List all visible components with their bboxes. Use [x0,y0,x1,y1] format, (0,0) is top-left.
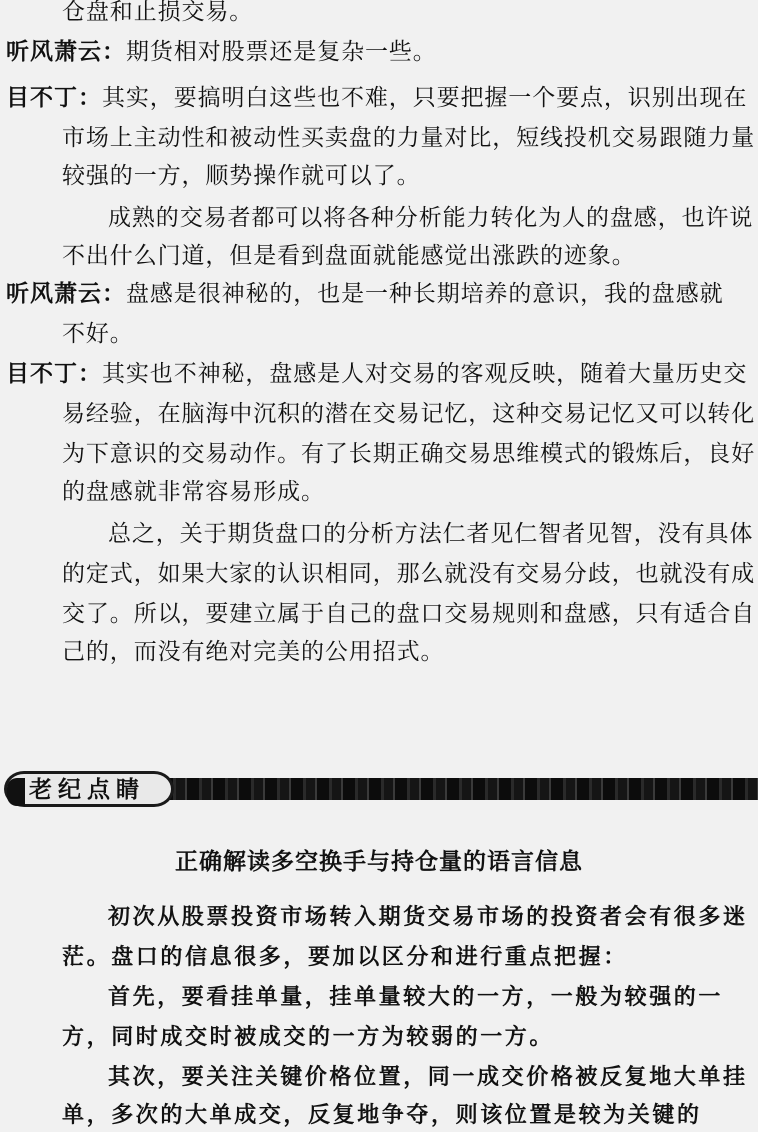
dialogue-text: 的定式，如果大家的认识相同，那么就没有交易分歧，也就没有成 [62,561,756,587]
dialogue-line [6,36,758,68]
dialogue-text: 较强的一方，顺势操作就可以了。 [62,163,421,189]
body-line: 首先，要看挂单量，挂单量较大的一方，一般为较强的一 [108,985,724,1010]
body-line: 初次从股票投资市场转入期货交易市场的投资者会有很多迷 [108,905,748,930]
dialogue-text: 交了。所以，要建立属于自己的盘口交易规则和盘感，只有适合自 [62,601,756,627]
dialogue-line [62,438,758,470]
body-line: 方，同时成交时被成交的一方为较弱的一方。 [62,1025,555,1050]
dialogue-line [6,358,758,390]
dialogue-line [62,160,758,192]
banner-tab [4,771,174,807]
dialogue-text: 不出什么门道，但是看到盘面就能感觉出涨跌的迹象。 [62,243,636,269]
dialogue-text: 为下意识的交易动作。有了长期正确交易思维模式的锻炼后，良好 [62,441,756,467]
dialogue-line [62,240,758,272]
dialogue-line [6,278,758,310]
dialogue-text: 其实也不神秘，盘感是人对交易的客观反映，随着大量历史交 [102,361,748,387]
dialogue-text: 不好。 [62,321,134,347]
dialogue-line [62,122,758,154]
speaker-name: 目不丁： [6,85,102,111]
banner-strip [150,778,758,800]
section-title: 正确解读多空换手与持仓量的语言信息 [175,849,583,875]
dialogue-line [62,558,758,590]
dialogue-line [62,476,758,508]
dialogue-line [62,636,758,668]
banner-cap [7,778,25,806]
dialogue-text: 的盘感就非常容易形成。 [62,479,325,505]
dialogue-line [62,598,758,630]
dialogue-text: 市场上主动性和被动性买卖盘的力量对比，短线投机交易跟随力量 [62,125,756,151]
speaker-name: 目不丁： [6,361,102,387]
dialogue-line [62,0,758,28]
body-line: 单，多次的大单成交，反复地争夺，则该位置是较为关键的 [62,1103,702,1128]
speaker-name: 听风萧云： [6,39,126,65]
dialogue-text: 仓盘和止损交易。 [62,0,254,25]
dialogue-line [108,202,758,234]
dialogue-line [6,82,758,114]
dialogue-text: 总之，关于期货盘口的分析方法仁者见仁智者见智，没有具体 [108,521,754,547]
dialogue-text: 其实，要搞明白这些也不难，只要把握一个要点，识别出现在 [102,85,748,111]
speaker-name: 听风萧云： [6,281,126,307]
dialogue-line [108,518,758,550]
banner-label: 老纪点睛 [29,777,145,803]
dialogue-text: 期货相对股票还是复杂一些。 [126,39,437,65]
dialogue-text: 成熟的交易者都可以将各种分析能力转化为人的盘感，也许说 [108,205,754,231]
body-line: 其次，要关注关键价格位置，同一成交价格被反复地大单挂 [108,1065,748,1090]
dialogue-line [62,318,758,350]
body-line: 茫。盘口的信息很多，要加以区分和进行重点把握： [62,945,628,970]
dialogue-line [62,398,758,430]
dialogue-text: 易经验，在脑海中沉积的潜在交易记忆，这种交易记忆又可以转化 [62,401,756,427]
dialogue-text: 盘感是很神秘的，也是一种长期培养的意识，我的盘感就 [126,281,724,307]
dialogue-text: 己的，而没有绝对完美的公用招式。 [62,639,445,665]
section-banner [0,771,758,811]
